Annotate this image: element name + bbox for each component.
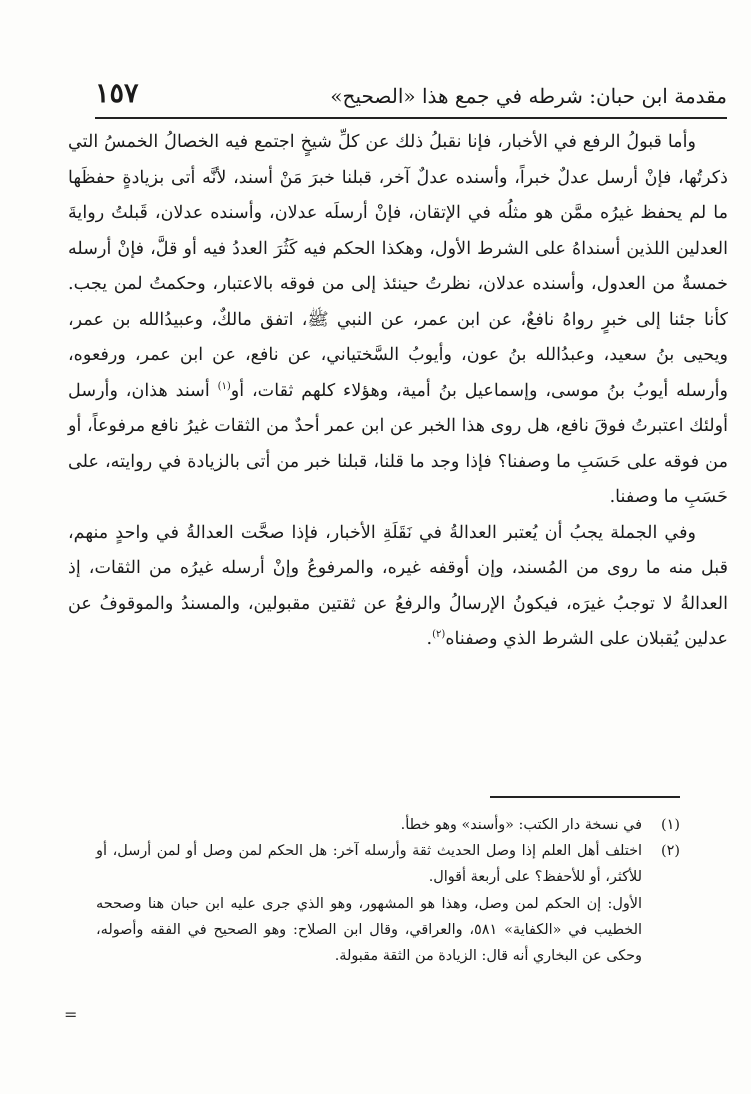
page-header	[95, 78, 727, 114]
page-number: ١٥٧	[95, 78, 139, 109]
header-divider	[95, 117, 727, 119]
paragraph-1	[68, 125, 728, 516]
footnote-line: اختلف أهل العلم إذا وصل الحديث ثقة وأرسله آخر: هل الحكم لمن وصل أو لمن أرسل، أو للأكثر، أو للأحفظ؟ على أربعة أقوال.	[96, 843, 642, 886]
footnote-divider	[490, 796, 680, 798]
footnote-line: في نسخة دار الكتب: «وأسند» وهو خطأ.	[400, 817, 642, 833]
footnote-number: (١)	[661, 817, 680, 833]
footnote-number: (٢)	[661, 843, 680, 860]
margin-mark: =	[64, 1005, 78, 1024]
paragraph-2-end: .	[426, 629, 433, 649]
footnote-line: الأول: إن الحكم لمن وصل، وهذا هو المشهور، وهو الذي جرى عليه ابن حبان هنا وصححه الخطيب في «الكفاية» ٥٨١، والعراقي، وقال ابن الصلاح: وهو الصحيح في الفقه وأصوله، وحكى عن البخاري أنه قال: الزيادة من الثقة مقبولة.	[96, 895, 642, 965]
footnote-1	[96, 812, 680, 838]
paragraph-1-text: وأما قبولُ الرفع في الأخبار، فإنا نقبلُ ذلك عن كلِّ شيخٍ اجتمع فيه الخصالُ الخمسُ التي ذكرتُها، فإنْ أرسل عدلٌ خبراً، وأسنده عدلٌ آخر، قبلنا خبرَ مَنْ أسند، لأنَّه أتى بزيادةٍ حفظَها ما لم يحفظ غيرُه ممَّن هو مثلُه في الإتقان، فإنْ أرسلَه عدلان، وأسنده عدلان، قَبلتُ روايةَ العدلين اللذين أسنداهُ على الشرط الأول، وهكذا الحكم فيه كَثُرَ العددُ فيه أو قلَّ، فإنْ أرسله خمسةٌ من العدول، وأسنده عدلان، نظرتُ حينئذ إلى من فوقه بالاعتبار، وحكمتُ لمن يجب. كأنا جئنا إلى خبرٍ رواهُ نافعٌ، عن ابن عمر، عن النبي ﷺ، اتفق مالكٌ، وعبيدُالله بن عمر، ويحيى بنُ سعيد، وعبدُالله بنُ عون، وأيوبُ السَّختياني، عن نافع، عن ابن عمر، ورفعوه، وأرسله أيوبُ بنُ موسى، وإسماعيل بنُ أمية، وهؤلاء كلهم ثقات، أو	[68, 132, 728, 401]
footnote-ref-2: (٢)	[432, 629, 446, 640]
footnote-text	[96, 838, 642, 969]
running-title: مقدمة ابن حبان: شرطه في جمع هذا «الصحيح»	[330, 84, 727, 108]
paragraph-1-continuation: أسند هذان، وأرسل أولئك اعتبرتُ فوقَ نافع، هل روى هذا الخبر عن ابن عمر أحدٌ من الثقات غيرُ نافع مرفوعاً، أو من فوقه على حَسَبِ ما وصفنا؟ فإذا وجد ما قلنا، قبلنا خبر من أتى بالزيادة في روايته، على حَسَبِ ما وصفنا.	[68, 380, 728, 507]
paragraph-2-text: وفي الجملة يجبُ أن يُعتبر العدالةُ في نَقَلَةِ الأخبار، فإذا صحَّت العدالةُ في واحدٍ منهم، قبل منه ما روى من المُسند، وإن أوقفه غيره، والمرفوعُ وإنْ أرسله غيرُه من الثقات، إذ العدالةُ لا توجبُ غيرَه، فيكونُ الإرسالُ والرفعُ عن ثقتين مقبولين، والمسندُ والموقوفُ عن عدلين يُقبلان على الشرط الذي وصفناه	[68, 522, 728, 649]
paragraph-2	[68, 516, 728, 658]
footnote-text	[96, 812, 642, 838]
footnote-ref-1: (١)	[217, 380, 231, 392]
main-text	[68, 125, 728, 658]
footnote-2	[96, 838, 680, 969]
footnotes	[96, 812, 680, 969]
